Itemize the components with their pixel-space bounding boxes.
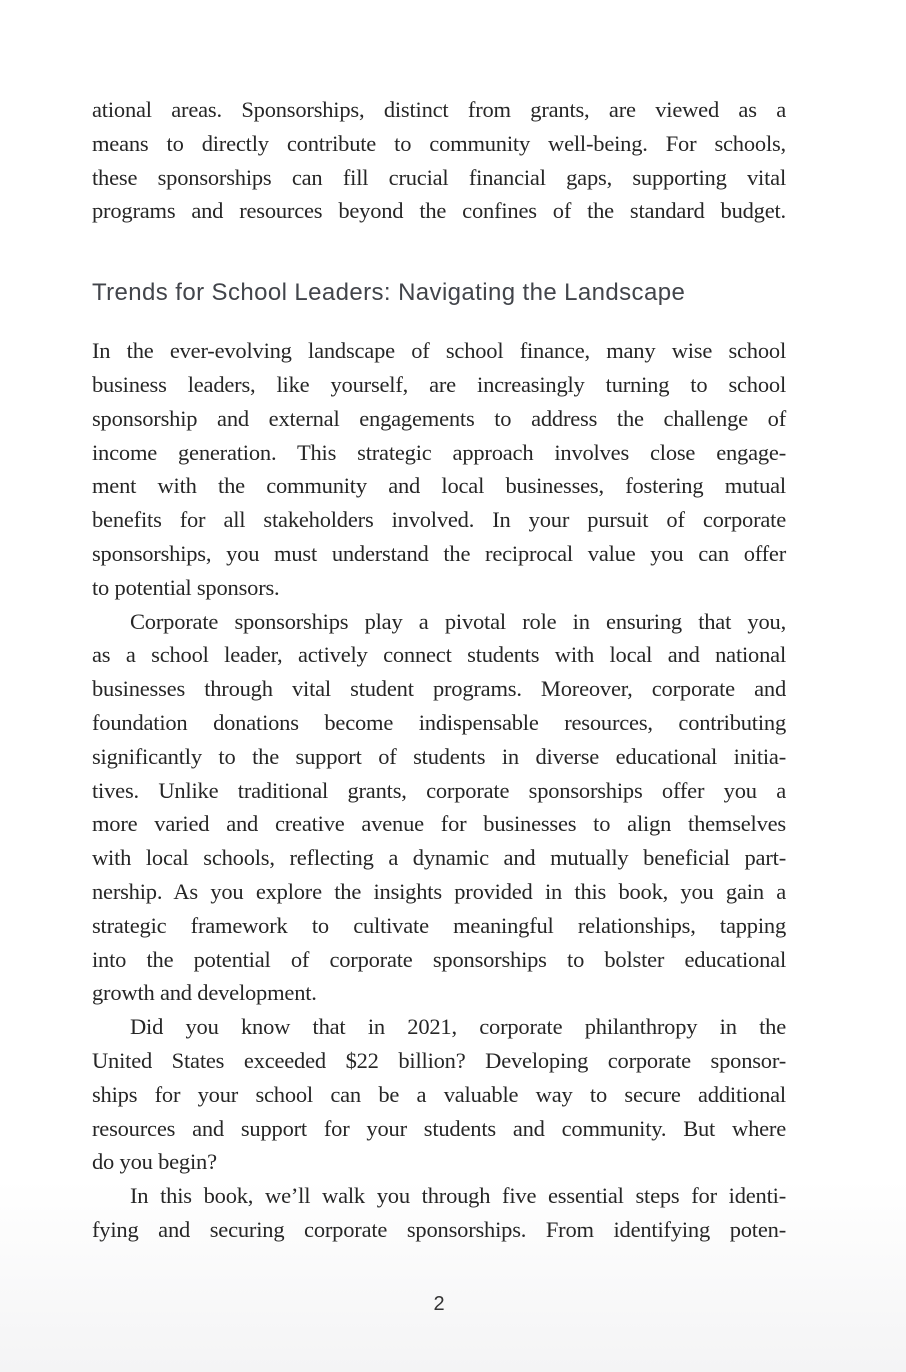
paragraph — [92, 334, 786, 604]
text-line: United States exceeded $22 billion? Developing corporate sponsor- — [92, 1047, 786, 1073]
text-line: Corporate sponsorships play a pivotal role in ensuring that you, — [130, 608, 786, 634]
text-line: into the potential of corporate sponsorships to bolster educational — [92, 946, 786, 972]
text-line: ational areas. Sponsorships, distinct from grants, are viewed as a — [92, 97, 786, 122]
text-line: income generation. This strategic approach involves close engage- — [92, 439, 786, 465]
page-number: 2 — [433, 1292, 445, 1315]
text-line: do you begin? — [92, 1149, 217, 1175]
text-line: sponsorship and external engagements to address the challenge of — [92, 405, 786, 431]
section-heading: Trends for School Leaders: Navigating the Landscape — [92, 279, 686, 307]
paragraph — [92, 1010, 786, 1179]
text-line: business leaders, like yourself, are increasingly turning to school — [92, 371, 786, 397]
text-line: In the ever-evolving landscape of school finance, many wise school — [92, 338, 786, 364]
text-line: growth and development. — [92, 980, 317, 1006]
text-line: these sponsorships can fill crucial financial gaps, supporting vital — [92, 164, 786, 190]
text-line: as a school leader, actively connect students with local and national — [92, 642, 786, 668]
text-line: more varied and creative avenue for businesses to align themselves — [92, 811, 786, 837]
paragraph — [92, 93, 786, 228]
text-line: tives. Unlike traditional grants, corporate sponsorships offer you a — [92, 777, 786, 803]
text-line: ships for your school can be a valuable way to secure additional — [92, 1081, 786, 1107]
body-text-column — [92, 93, 786, 1247]
text-line: In this book, we’ll walk you through five essential steps for identi- — [130, 1183, 786, 1209]
text-line: resources and support for your students and community. But where — [92, 1115, 786, 1141]
text-line: benefits for all stakeholders involved. In your pursuit of corporate — [92, 507, 786, 533]
text-line: foundation donations become indispensable resources, contributing — [92, 709, 786, 735]
paragraph — [92, 605, 786, 1011]
text-line: Did you know that in 2021, corporate philanthropy in the — [130, 1014, 786, 1040]
text-line: fying and securing corporate sponsorships. From identifying poten- — [92, 1216, 786, 1242]
text-line: ment with the community and local businesses, fostering mutual — [92, 473, 786, 499]
paragraph — [92, 1179, 786, 1247]
text-line: businesses through vital student programs. Moreover, corporate and — [92, 676, 786, 702]
text-line: nership. As you explore the insights provided in this book, you gain a — [92, 878, 786, 904]
text-line: strategic framework to cultivate meaningful relationships, tapping — [92, 912, 786, 938]
text-line: means to directly contribute to community well-being. For schools, — [92, 130, 786, 156]
text-line: significantly to the support of students in diverse educational initia- — [92, 743, 786, 769]
text-line: with local schools, reflecting a dynamic and mutually beneficial part- — [92, 845, 786, 871]
text-line: programs and resources beyond the confines of the standard budget. — [92, 198, 786, 224]
text-line: sponsorships, you must understand the reciprocal value you can offer — [92, 540, 786, 566]
text-line: to potential sponsors. — [92, 574, 280, 600]
